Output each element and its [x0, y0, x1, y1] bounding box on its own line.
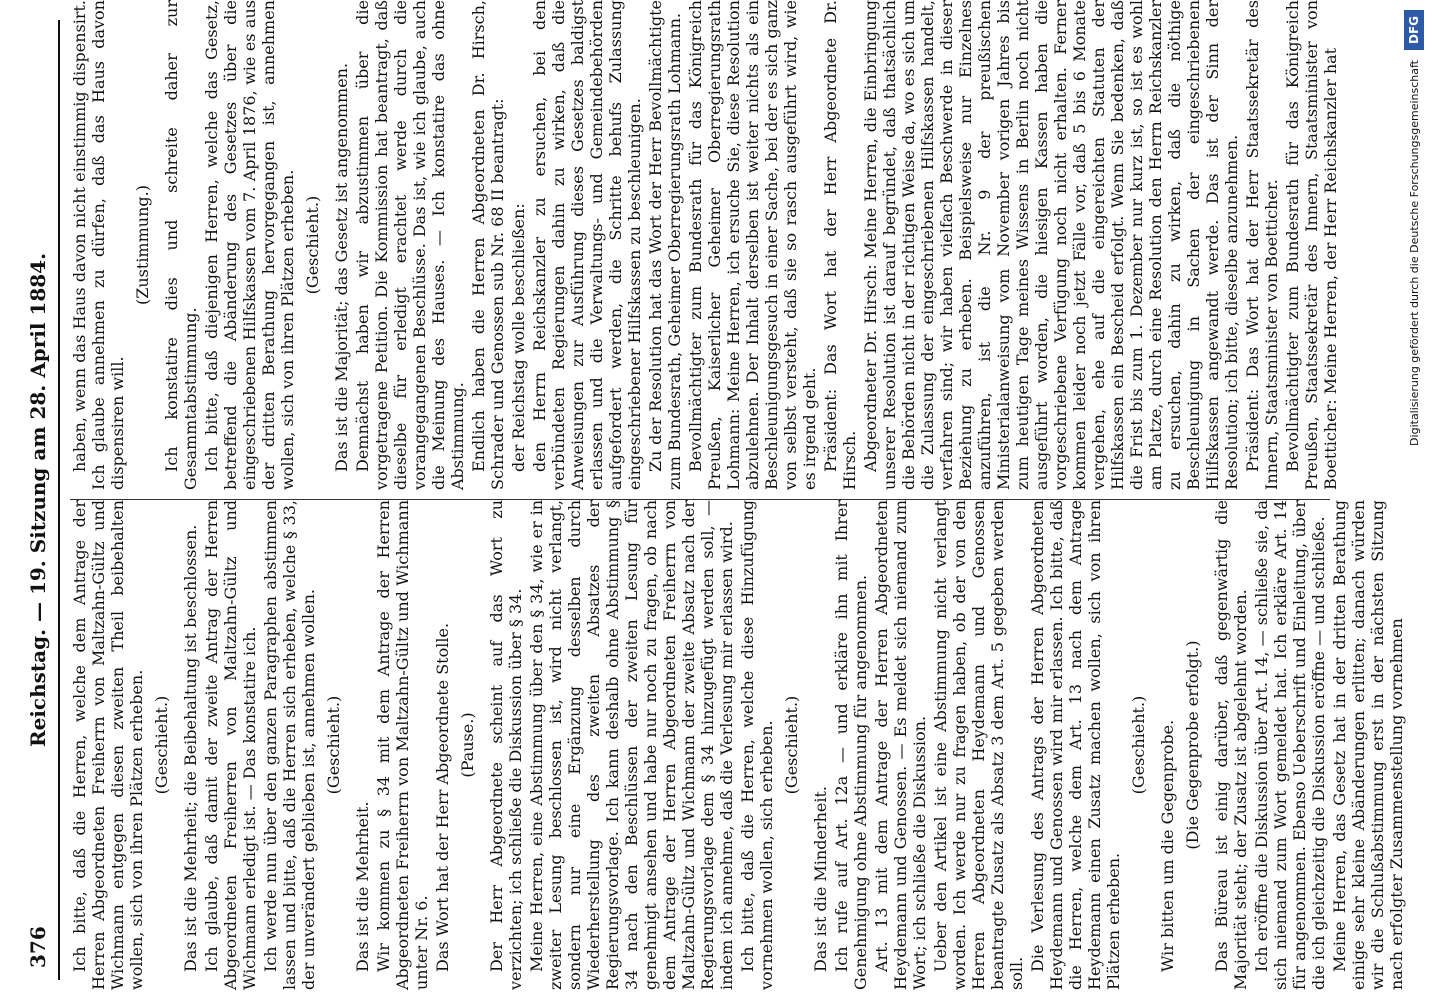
paragraph: Abgeordneter Dr. Hirsch: Meine Herren, die Einbringung unserer Resolution ist darauf begründet, daß thatsächlich die Behörden nicht in der richtigen Weise da, wo es sich um die Zulassung der eingeschriebenen Hilfskassen handelt, verfahren sind; wir haben vielfach Beschwerde in dieser Beziehung zu erheben. Beispielsweise nur Einzelnes anzuführen, ist die Nr. 9 der preußischen Ministerialanweisung vom November vorigen Jahres bis zum heutigen Tage meines Wissens in Berlin noch nicht ausgeführt worden, die hiesigen Kassen haben die vorgeschriebene Verfügung noch nicht erhalten. Ferner kommen leider noch jetzt Fälle vor, daß 5 bis 6 Monate vergehen, ehe auf die eingereichten Statuten der Hilfskassen ein Bescheid erfolgt. Wenn Sie bedenken, daß die Frist bis zum 1. Dezember nur kurz ist, so ist es wohl am Platze, durch eine Resolution den Herrn Reichskanzler zu ersuchen, dahin zu wirken, daß die nöthige Beschleunigung in Sachen der eingeschriebenen Hilfskassen angewandt werde. Das ist der Sinn der Resolution; ich bitte, dieselbe anzunehmen.	[861, 0, 1241, 490]
column-separator	[70, 499, 1330, 500]
paragraph: (Geschieht.)	[303, 195, 322, 295]
paragraph: (Pause.)	[458, 712, 477, 778]
paragraph: Ich glaube, daß damit der zweite Antrag der Herren Abgeordneten Freiherren von Maltzahn-Gültz und Wichmann erledigt ist. — Das konstatire ich.	[202, 500, 259, 990]
paragraph: der Reichstag wolle beschließen:	[509, 203, 528, 472]
paragraph: Wir kommen zu § 34 mit dem Antrage der Herren Abgeordneten Freiherrn von Maltzahn-Gültz und Wichmann unter Nr. 6.	[374, 500, 431, 990]
paragraph: Endlich haben die Herren Abgeordneten Dr. Hirsch, Schrader und Genossen sub Nr. 68 II beantragt:	[469, 0, 507, 490]
paragraph: (Geschieht.)	[782, 695, 801, 795]
paragraph: Präsident: Das Wort hat der Herr Staatssekretär des Innern, Staatsminister von Boetticher.	[1243, 0, 1281, 490]
right-column	[70, 0, 1340, 490]
paragraph: Ich rufe auf Art. 12a — und erkläre ihn mit Ihrer Genehmigung ohne Abstimmung für angenommen.	[832, 500, 870, 990]
paragraph: Ich eröffne die Diskussion über Art. 14, — schließe sie, da sich niemand zum Wort gemeldet hat. Ich erkläre Art. 14 für angenommen. Ebenso Ueberschrift und Einleitung, über die ich gleichzeitig die Diskussion eröffne — und schließe.	[1252, 500, 1328, 990]
dfg-logo: DFG	[1404, 10, 1424, 50]
paragraph: Ich werde nun über den ganzen Paragraphen abstimmen lassen und bitte, daß die Herren sich erheben, welche § 33, der unverändert geblieben ist, annehmen wollen.	[261, 500, 318, 990]
paragraph: Das Büreau ist einig darüber, daß gegenwärtig die Majorität steht; der Zusatz ist abgelehnt worden.	[1212, 500, 1250, 990]
left-column	[70, 500, 1406, 990]
paragraph: Ueber den Artikel ist eine Abstimmung nicht verlangt worden. Ich werde nur zu fragen haben, ob der von den Herren Abgeordneten Heydemann und Genossen beantragte Zusatz als Absatz 3 dem Art. 5 gegeben werden soll.	[931, 500, 1026, 990]
paragraph: Ich bitte, daß diejenigen Herren, welche das Gesetz, betreffend die Abänderung des Gesetzes über die eingeschriebenen Hilfskassen vom 7. April 1876, wie es aus der dritten Berathung hervorgegangen ist, annehmen wollen, sich von ihren Plätzen erheben.	[202, 0, 297, 490]
paragraph: Das Wort hat der Herr Abgeordnete Stolle.	[433, 622, 452, 972]
header-rule	[58, 20, 60, 980]
paragraph: Meine Herren, das Gesetz hat in der dritten Berathung einige sehr kleine Abänderungen erlitten; danach würden wir die Schlußabstimmung erst in der nächsten Sitzung nach erfolgter Zusammenstellung vornehmen	[1330, 500, 1406, 990]
paragraph: Bevollmächtigter zum Bundesrath für das Königreich Preußen, Staatssekretär des Innern, Staatsminister von Boetticher: Meine Herren, der Herr Reichskanzler hat	[1283, 0, 1340, 490]
paragraph: den Herrn Reichskanzler zu ersuchen, bei den verbündeten Regierungen dahin zu wirken, daß die Anweisungen zur Ausführung dieses Gesetzes baldigst erlassen und die Verwaltungs- und Gemeindebehörden aufgefordert werden, die Schritte behufs Zulassung eingeschriebener Hilfskassen zu beschleunigen.	[530, 0, 644, 490]
paragraph: Präsident: Das Wort hat der Herr Abgeordnete Dr. Hirsch.	[821, 0, 859, 490]
paragraph: Art. 13 mit dem Antrage der Herren Abgeordneten Heydemann und Genossen. — Es meldet sich niemand zum Wort; ich schließe die Diskussion.	[872, 500, 929, 990]
page-title: Reichstag. — 19. Sitzung am 28. April 1884.	[26, 252, 50, 748]
paragraph: (Geschieht.)	[1129, 695, 1148, 795]
paragraph: Das ist die Majorität; das Gesetz ist angenommen.	[332, 62, 351, 472]
paragraph: (Geschieht.)	[152, 695, 171, 795]
digitization-credit	[1398, 0, 1432, 1000]
page-number: 376	[26, 926, 50, 968]
paragraph: Ich konstatire dies und schreite daher zur Gesammtabstimmung.	[162, 0, 200, 490]
paragraph: Ich bitte, daß die Herren, welche diese Hinzufügung vornehmen wollen, sich erheben.	[738, 500, 776, 990]
paragraph: haben, wenn das Haus davon nicht einstimmig dispensirt. Ich glaube annehmen zu dürfen, daß das Haus davon dispensiren will.	[70, 0, 127, 490]
paragraph: Demnächst haben wir abzustimmen über die vorgetragene Petition. Die Kommission hat beantragt, daß dieselbe für erledigt erachtet werde durch die vorangegangenen Beschlüsse. Das ist, wie ich glaube, auch die Meinung des Hauses. — Ich konstatire das ohne Abstimmung.	[353, 0, 467, 490]
paragraph: (Geschieht.)	[324, 695, 343, 795]
paragraph: Der Herr Abgeordnete scheint auf das Wort zu verzichten; ich schließe die Diskussion über § 34.	[487, 500, 525, 990]
paragraph: Bevollmächtigter zum Bundesrath für das Königreich Preußen, Kaiserlicher Geheimer Oberregierungsrath Lohmann: Meine Herren, ich ersuche Sie, diese Resolution abzulehnen. Der Inhalt derselben ist weiter nichts als ein Beschleunigungsgesuch in einer Sache, bei der es sich ganz von selbst versteht, daß sie so rasch ausgeführt wird, wie es irgend geht.	[686, 0, 819, 490]
paragraph: Das ist die Mehrheit; die Beibehaltung ist beschlossen.	[181, 524, 200, 972]
credit-text: Digitalisierung gefördert durch die Deutsche Forschungsgemeinschaft	[1408, 60, 1421, 446]
paragraph: Wir bitten um die Gegenprobe.	[1158, 719, 1177, 972]
paragraph: Die Verlesung des Antrags der Herren Abgeordneten Heydemann und Genossen wird mir erlassen. Ich bitte, daß die Herren, welche dem Art. 13 nach dem Antrage Heydemann einen Zusatz machen wollen, sich von ihren Plätzen erheben.	[1028, 500, 1123, 990]
paragraph: Zu der Resolution hat das Wort der Herr Bevollmächtigte zum Bundesrath, Geheimer Oberregierungsrath Lohmann.	[646, 0, 684, 490]
page-header	[20, 20, 60, 980]
paragraph: (Die Gegenprobe erfolgt.)	[1183, 640, 1202, 850]
paragraph: Das ist die Minderheit.	[811, 786, 830, 972]
paragraph: Das ist die Mehrheit.	[353, 801, 372, 972]
paragraph: (Zustimmung.)	[133, 185, 152, 305]
paragraph: Meine Herren, eine Abstimmung über den § 34, wie er in zweiter Lesung beschlossen ist, wird nicht verlangt, sondern nur eine Ergänzung desselben durch Wiederherstellung des zweiten Absatzes der Regierungsvorlage. Ich kann deshalb ohne Abstimmung § 34 nach den Beschlüssen der zweiten Lesung für genehmigt ansehen und habe nur noch zu fragen, ob nach dem Antrage der Herren Abgeordneten Freiherrn von Maltzahn-Gültz und Wichmann der zweite Absatz nach der Regierungsvorlage dem § 34 hinzugefügt werden soll, — indem ich annehme, daß die Verlesung mir erlassen wird.	[527, 500, 736, 990]
paragraph: Ich bitte, daß die Herren, welche dem Antrage der Herren Abgeordneten Freiherrn von Maltzahn-Gültz und Wichmann entgegen diesen zweiten Theil beibehalten wollen, sich von ihren Plätzen erheben.	[70, 500, 146, 990]
